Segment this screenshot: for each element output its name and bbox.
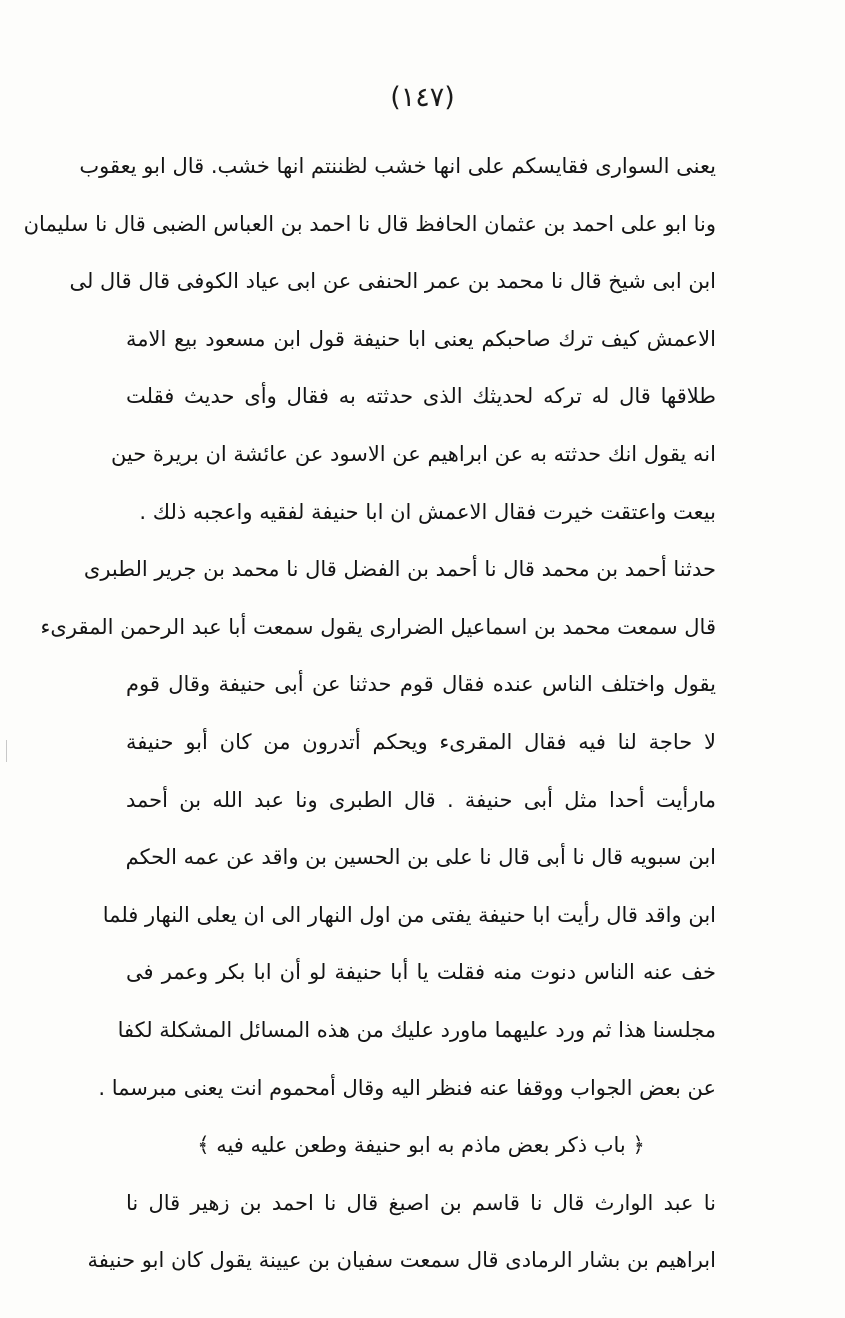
text-line: ابراهيم بن بشار الرمادى قال سمعت سفيان بن عيينة يقول كان ابو حنيفة <box>87 1248 716 1273</box>
body-text <box>23 138 716 1290</box>
page-number: (١٤٧) <box>390 82 455 113</box>
text-line: انه يقول انك حدثته به عن ابراهيم عن الاسود عن عائشة ان بريرة حين <box>110 441 716 466</box>
text-line: يقول واختلف الناس عنده فقال قوم حدثنا عن أبى حنيفة وقال قوم <box>126 672 716 697</box>
text-line: يعنى السوارى فقايسكم على انها خشب لظننتم انها خشب. قال ابو يعقوب <box>79 154 716 178</box>
text-line: طلاقها قال له تركه لحديثك الذى حدثته به فقال وأى حديث فقلت <box>126 384 716 409</box>
text-line: خف عنه الناس دنوت منه فقلت يا أبا حنيفة لو أن ابا بكر وعمر فى <box>126 960 716 985</box>
text-line: مارأيت أحدا مثل أبى حنيفة . قال الطبرى ونا عبد الله بن أحمد <box>126 787 716 812</box>
text-line: لا حاجة لنا فيه فقال المقرىء ويحكم أتدرون من كان أبو حنيفة <box>126 729 716 754</box>
text-line: قال سمعت محمد بن اسماعيل الضرارى يقول سمعت أبا عبد الرحمن المقرىء <box>40 614 716 639</box>
margin-mark <box>6 740 7 762</box>
text-line: ابن سبويه قال نا أبى قال نا على بن الحسين بن واقد عن عمه الحكم <box>125 845 716 870</box>
text-line: حدثنا أحمد بن محمد قال نا أحمد بن الفضل قال نا محمد بن جرير الطبرى <box>83 557 716 582</box>
text-line: ابن واقد قال رأيت ابا حنيفة يفتى من اول النهار الى ان يعلى النهار فلما <box>102 902 716 927</box>
text-line: بيعت واعتقت خيرت فقال الاعمش ان ابا حنيفة لفقيه واعجبه ذلك . <box>139 499 716 524</box>
text-line: ابن ابى شيخ قال نا محمد بن عمر الحنفى عن ابى عياد الكوفى قال قال لى <box>69 269 716 294</box>
text-line: عن بعض الجواب ووقفا عنه فنظر اليه وقال أمحموم انت يعنى مبرسما . <box>98 1075 716 1100</box>
text-line: نا عبد الوارث قال نا قاسم بن اصبغ قال نا احمد بن زهير قال نا <box>126 1190 716 1215</box>
text-line: الاعمش كيف ترك صاحبكم يعنى ابا حنيفة قول ابن مسعود بيع الامة <box>126 326 716 351</box>
chapter-heading: ﴿ باب ذكر بعض ماذم به ابو حنيفة وطعن عليه فيه ﴾ <box>197 1133 645 1158</box>
text-line: مجلسنا هذا ثم ورد عليهما ماورد عليك من هذه المسائل المشكلة لكفا <box>117 1017 716 1042</box>
text-line: ونا ابو على احمد بن عثمان الحافظ قال نا احمد بن العباس الضبى قال نا سليمان <box>23 211 716 236</box>
